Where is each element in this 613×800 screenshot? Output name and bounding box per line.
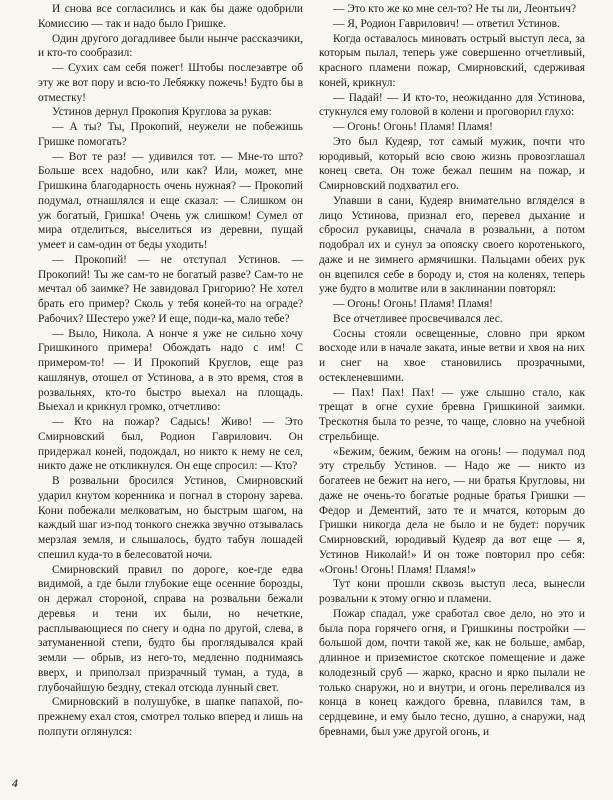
paragraph: — Сухих сам себя пожег! Штобы послезавтре об эту же вот пору и всю-то Лебяжку пожечь! Будто бы в отместку! (38, 62, 303, 104)
paragraph: — Выло, Никола. А нонче я уже не сильно хочу Гришкиного примера! Обождать надо с им! С примером-то! — И Прокопий Круглов, еще раз кашлянув, отошел от Устинова, а в это время, стоя в розвальнях, кто-то быстро выехал на площадь. Выехал и крикнул громко, отчетливо: (38, 327, 303, 414)
paragraph: Все отчетливее просвечивался лес. (333, 312, 503, 325)
paragraph: — Огонь! Огонь! Пламя! Пламя! (333, 121, 493, 133)
paragraph: Тут кони прошли сквозь выступ леса, вынесли розвальни к этому огню и пламени. (319, 578, 585, 605)
page-number: 4 (12, 776, 18, 790)
paragraph: Смирновский в полушубке, в шапке папахой, по-прежнему ехал стоя, смотрел только вперед и лишь на полпути оглянулся: (38, 696, 303, 738)
paragraph: «Бежим, бежим, бежим на огонь! — подумал под эту стрельбу Устинов. — Надо же — никто из богатеев не бежит на него, — ни братья Кругловы, ни даже не очень-то богатые родные братья Гришки — Федор и Дементий, зато те и мчатся, которым до Гришки никогда дела не было и не будет: поручик Смирновский, юродивый Кудеяр да вот еще — я, Устинов Николай!» И он тоже повторил про себя: «Огонь! Огонь! Пламя! Пламя!» (319, 445, 585, 576)
paragraph: — Я, Родион Гаврилович! — ответил Устинов. (333, 17, 560, 30)
left-column (38, 2, 303, 740)
paragraph: Один другого догадливее были нынче рассказчики, и кто-то сообразил: (38, 32, 303, 60)
paragraph: Когда оставалось миновать острый выступ леса, за которым пылал, теперь уже совершенно отчетливый, красного пламени пожар, Смирновский, сдерживая коней, крикнул: (319, 32, 585, 89)
paragraph: Это был Кудеяр, тот самый мужик, почти что юродивый, который всю свою жизнь провозглашал конец света. Он тоже бежал пешим на пожар, и Смирновский подхватил его. (319, 135, 585, 192)
paragraph: — Это кто же ко мне сел-то? Не ты ли, Леонтьич? (333, 3, 576, 15)
paragraph: — Прокопий! — не отступал Устинов. — Прокопий! Ты же сам-то не богатый разве? Сам-то не мечтал об заимке? Не завидовал Григорию? Не хотел брать его пример? Сколь у тебя коней-то на ограде? Рабочих? Шестеро уже? И еще, поди-ка, мало тебе? (38, 253, 303, 325)
paragraph: — Огонь! Огонь! Пламя! Пламя! (333, 298, 493, 310)
paragraph: И снова все согласились и как бы даже одобрили Комиссию — так и надо было Гришке. (38, 3, 303, 30)
paragraph: Упавши в сани, Кудеяр внимательно вгляделся в лицо Устинова, признал его, перевел дыхание и сбросил рукавицы, сначала в розвальни, а потом подобрал их и сунул за опояску своего коротенького, даже и не зимнего армячишки. Пальцами обеих рук он вцепился себе в бороду и, стоя на коленях, теперь уже будто в молитве или в заклинании повторял: (319, 194, 585, 296)
paragraph: — Вот те раз! — удивился тот. — Мне-то што? Больше всех надобно, или как? Или, может, мне Гришкина благодарность очень нужная? — Прокопий подумал, отнашлялся и еще сказал: — Слишком он уж богатый, Гришка! Очень уж слишком! Сумел от мира отделиться, выселиться из деревни, пущай умеет и сам-один от беды уходить! (38, 150, 303, 251)
paragraph: — Кто на пожар? Садысь! Живо! — Это Смирновский был, Родион Гаврилович. Он придержал коней, подождал, но никто к нему не сел, никто даже не откликнулся. Он еще спросил: — Кто? (38, 416, 303, 473)
right-column (319, 2, 585, 740)
paragraph: — А ты? Ты, Прокопий, неужели не побежишь Гришке помогать? (38, 121, 303, 148)
paragraph: Пожар спадал, уже сработал свое дело, но это и была пора горячего огня, и Гришкины постройки — большой дом, почти такой же, как не больше, амбар, длинное и приземистое скотское помещение и даже колодезный сруб — жарко, красно и ярко пылали не только снаружи, но и внутри, и огонь переливался из конца в конец каждого бревна, плавился там, в сердцевине, и ему было тесно, душно, а снаружи, над бревнами, был уже другой огонь, и (319, 607, 585, 738)
paragraph: — Падай! — И кто-то, неожиданно для Устинова, стукнулся ему головой в колени и проговорил глухо: (319, 91, 585, 119)
paragraph: Смирновский правил по дороге, кое-где едва видимой, а где были глубокие еще осенние борозды, он держал стороной, справа на розвальни бежали деревья и тени их были, но нечеткие, расплывающиеся по снегу и одна по другой, слева, в затуманенной степи, будто бы проглядывался край земли — обрыв, из него-то, медленно поднимаясь вверх, и приползал призрачный туман, а туда, в глубочайшую бездну, стекал отсюда лунный свет. (38, 563, 303, 694)
paragraph: В розвальни бросился Устинов, Смирновский ударил кнутом коренника и погнал в сторону зарева. Кони побежали мелковатым, но быстрым шагом, на каждый шаг из-под тонкого снежка звучно отзывалась мерзлая земля, и слышалось, будто табун лошадей спешил куда-то в белесоватой ночи. (38, 475, 303, 561)
paragraph: — Пах! Пах! Пах! — уже слышно стало, как трещат в огне сухие бревна Гришкиной заимки. Трескотня была то резче, то чаще, словно на учебной стрельбище. (319, 386, 585, 443)
paragraph: Сосны стояли освещенные, словно при ярком восходе или в начале заката, иные ветви и хвоя на них и снег на хвое становились прозрачными, остекленевшими. (319, 327, 585, 384)
paragraph: Устинов дернул Прокопия Круглова за рукав: (52, 106, 272, 119)
